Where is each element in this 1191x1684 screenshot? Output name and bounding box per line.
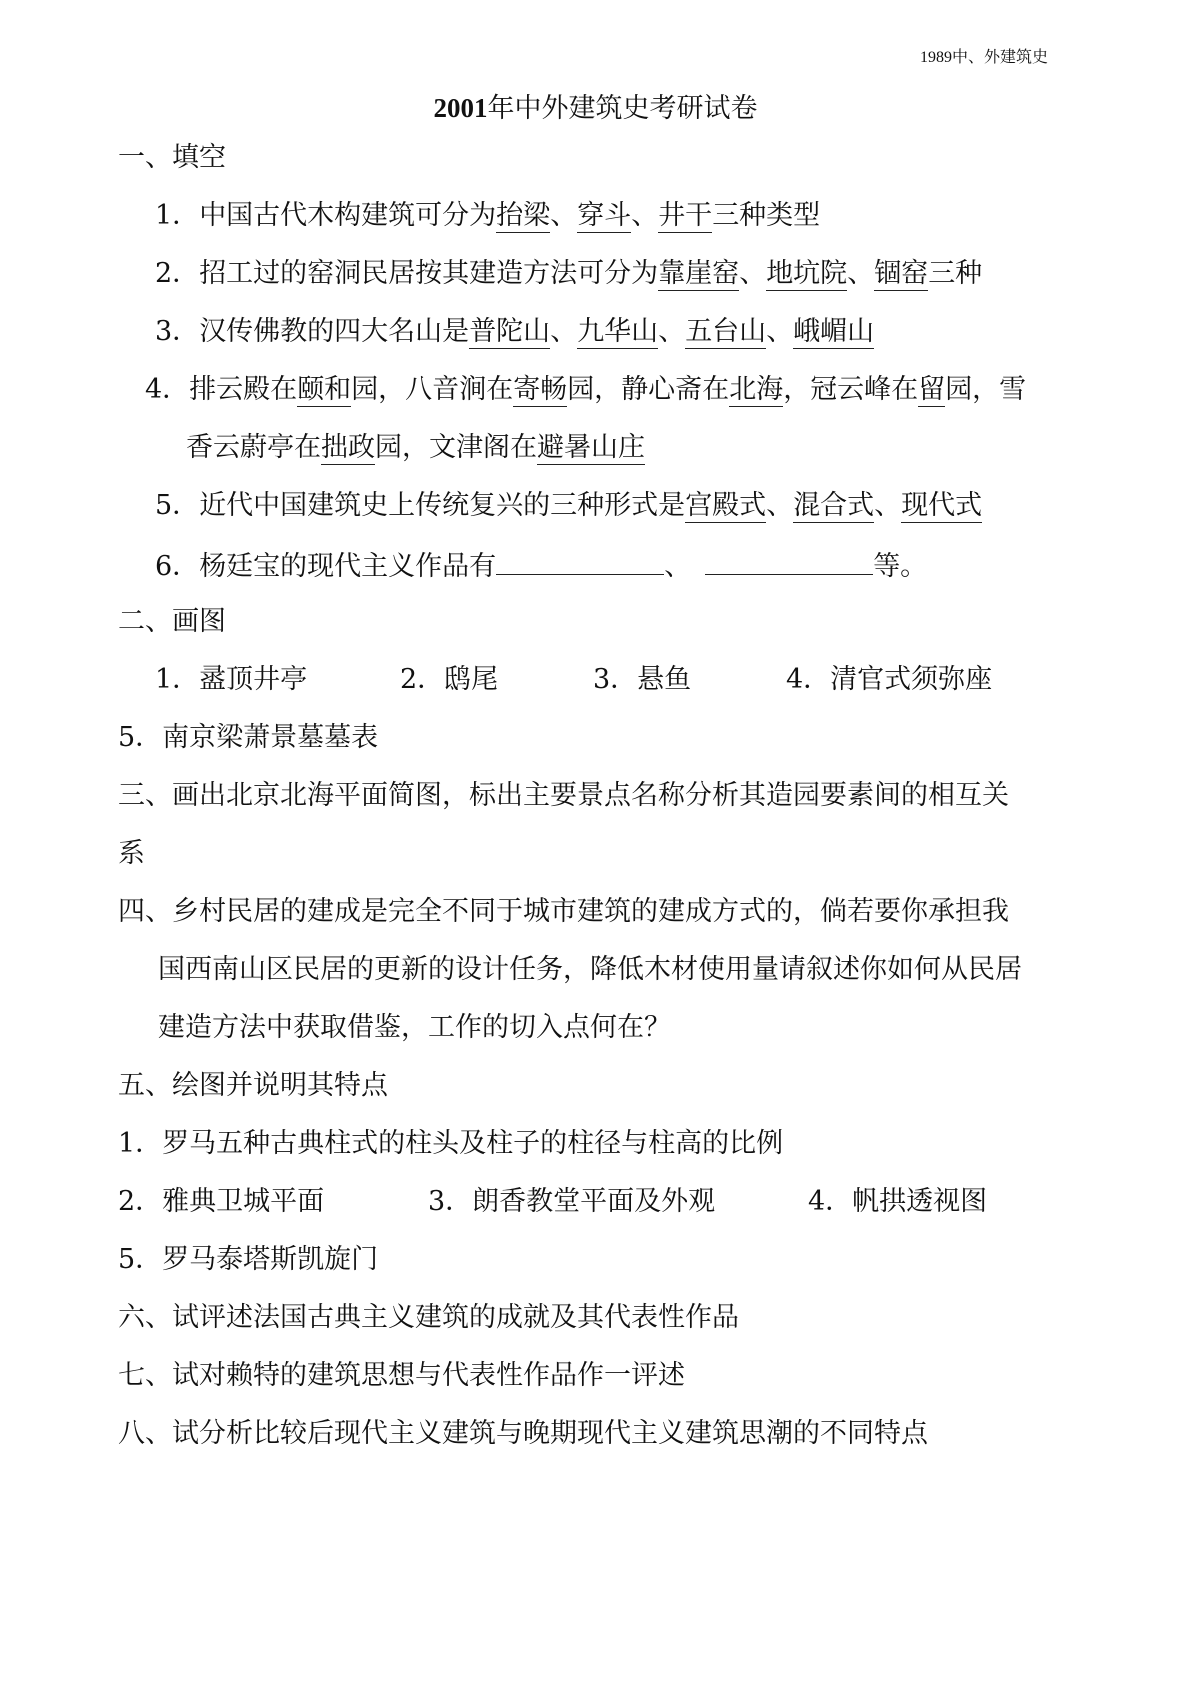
separator: 、 xyxy=(847,258,875,289)
answer-blank: 现代式 xyxy=(901,490,983,521)
question-1-6 xyxy=(155,546,927,585)
question-text: 等。 xyxy=(873,551,928,582)
separator: 、 xyxy=(658,316,686,347)
answer-blank: 九华山 xyxy=(577,316,659,347)
title-text: 年中外建筑史考研试卷 xyxy=(487,93,758,123)
question-text: 园，八音涧在 xyxy=(351,374,514,405)
question-1-1 xyxy=(155,198,820,234)
answer-blank: 混合式 xyxy=(793,490,875,521)
answer-blank: 颐和 xyxy=(297,374,352,405)
drawing-item: 5．罗马泰塔斯凯旋门 xyxy=(118,1244,379,1275)
item-number: 6． xyxy=(155,551,200,582)
drawing-item: 3．朗香教堂平面及外观 xyxy=(428,1186,716,1217)
answer-blank: 寄畅 xyxy=(513,374,568,405)
question-1-2 xyxy=(155,256,982,292)
section-1-heading: 一、填空 xyxy=(118,142,226,173)
question-1-5 xyxy=(155,488,982,524)
header-note: 1989中、外建筑史 xyxy=(920,49,1049,66)
question-text: 汉传佛教的四大名山是 xyxy=(199,316,470,347)
question-1-4-line-1 xyxy=(145,372,1026,408)
section-6: 六、试评述法国古典主义建筑的成就及其代表性作品 xyxy=(118,1302,739,1333)
question-1-4-line-2 xyxy=(186,430,645,466)
separator: 、 xyxy=(631,200,659,231)
drawing-item: 3．悬鱼 xyxy=(593,664,692,695)
question-text: 三种类型 xyxy=(712,200,821,231)
separator: 、 xyxy=(766,490,794,521)
answer-blank: 北海 xyxy=(729,374,784,405)
answer-blank: 拙政 xyxy=(321,432,375,463)
drawing-item: 1．盝顶井亭 xyxy=(155,664,308,695)
question-text: 中国古代木构建筑可分为 xyxy=(199,200,497,231)
question-text: 园，文津阁在 xyxy=(375,432,537,463)
question-text: 香云蔚亭在 xyxy=(186,432,321,463)
item-number: 5． xyxy=(155,490,200,521)
separator: 、 xyxy=(874,490,902,521)
section-7: 七、试对赖特的建筑思想与代表性作品作一评述 xyxy=(118,1360,685,1391)
empty-answer-blank xyxy=(496,546,664,575)
question-text: 近代中国建筑史上传统复兴的三种形式是 xyxy=(199,490,686,521)
drawing-item: 1．罗马五种古典柱式的柱头及柱子的柱径与柱高的比例 xyxy=(118,1128,784,1159)
item-number: 1． xyxy=(155,200,200,231)
question-text: 排云殿在 xyxy=(189,374,298,405)
item-number: 4． xyxy=(145,374,190,405)
section-3-line-2: 系 xyxy=(118,838,145,869)
drawing-item: 2．雅典卫城平面 xyxy=(118,1186,325,1217)
section-2-heading: 二、画图 xyxy=(118,606,226,637)
drawing-item: 4．帆拱透视图 xyxy=(808,1186,988,1217)
question-text: 园，静心斋在 xyxy=(567,374,730,405)
separator: 、 xyxy=(766,316,794,347)
question-text: 招工过的窑洞民居按其建造方法可分为 xyxy=(199,258,659,289)
question-text: ，冠云峰在 xyxy=(783,374,919,405)
section-8: 八、试分析比较后现代主义建筑与晚期现代主义建筑思潮的不同特点 xyxy=(118,1418,928,1449)
question-text: 杨廷宝的现代主义作品有 xyxy=(199,551,497,582)
section-5-heading: 五、绘图并说明其特点 xyxy=(118,1070,388,1101)
answer-blank: 穿斗 xyxy=(577,200,632,231)
document-title xyxy=(0,90,1191,126)
answer-blank: 五台山 xyxy=(685,316,767,347)
item-number: 2． xyxy=(155,258,200,289)
empty-answer-blank xyxy=(705,546,873,575)
section-3-line-1: 三、画出北京北海平面简图，标出主要景点名称分析其造园要素间的相互关 xyxy=(118,780,1009,811)
answer-blank: 宫殿式 xyxy=(685,490,767,521)
section-4-line-2: 国西南山区民居的更新的设计任务，降低木材使用量请叙述你如何从民居 xyxy=(158,954,1022,985)
answer-blank: 井干 xyxy=(658,200,713,231)
question-text: 三种 xyxy=(928,258,983,289)
separator: 、 xyxy=(664,551,692,582)
answer-blank: 锢窑 xyxy=(874,258,929,289)
answer-blank: 靠崖窑 xyxy=(658,258,740,289)
answer-blank: 普陀山 xyxy=(469,316,551,347)
separator: 、 xyxy=(550,316,578,347)
separator: 、 xyxy=(739,258,767,289)
section-4-line-1: 四、乡村民居的建成是完全不同于城市建筑的建成方式的，倘若要你承担我 xyxy=(118,896,1009,927)
question-1-3 xyxy=(155,314,874,350)
answer-blank: 避暑山庄 xyxy=(537,432,645,463)
answer-blank: 峨嵋山 xyxy=(793,316,875,347)
question-text: 园，雪 xyxy=(945,374,1027,405)
drawing-item: 4．清官式须弥座 xyxy=(786,664,993,695)
section-4-line-3: 建造方法中获取借鉴，工作的切入点何在？ xyxy=(158,1012,671,1043)
drawing-item: 2．鸱尾 xyxy=(400,664,499,695)
answer-blank: 留 xyxy=(918,374,946,405)
separator: 、 xyxy=(550,200,578,231)
title-year: 2001 xyxy=(433,93,488,123)
answer-blank: 抬梁 xyxy=(496,200,551,231)
answer-blank: 地坑院 xyxy=(766,258,848,289)
item-number: 3． xyxy=(155,316,200,347)
drawing-item: 5．南京梁萧景墓墓表 xyxy=(118,722,379,753)
